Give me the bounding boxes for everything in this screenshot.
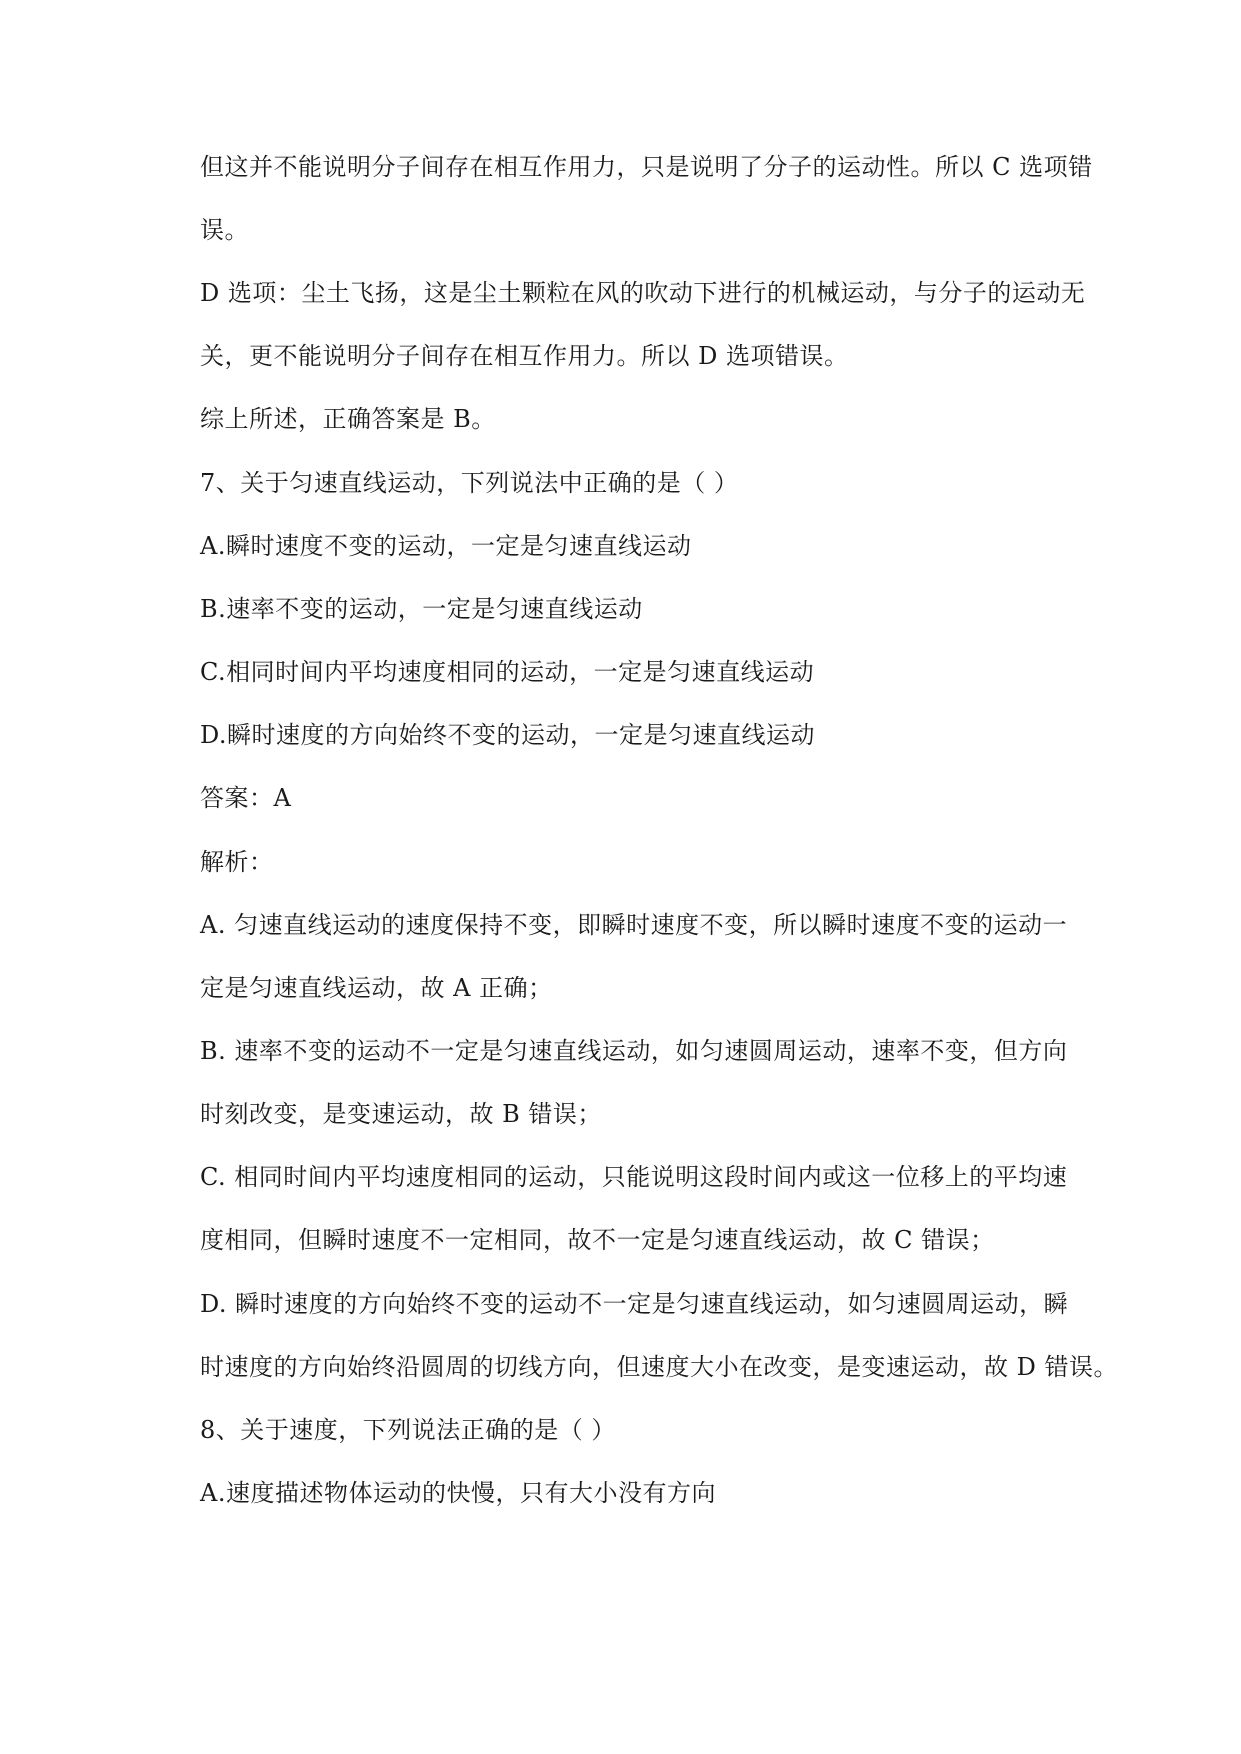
- option-line: C.相同时间内平均速度相同的运动，一定是匀速直线运动: [200, 658, 815, 686]
- paragraph-line: A. 匀速直线运动的速度保持不变，即瞬时速度不变，所以瞬时速度不变的运动一: [200, 911, 1068, 939]
- paragraph-line: D. 瞬时速度的方向始终不变的运动不一定是匀速直线运动，如匀速圆周运动，瞬: [200, 1290, 1069, 1318]
- paragraph-line: 时速度的方向始终沿圆周的切线方向，但速度大小在改变，是变速运动，故 D 错误。: [200, 1353, 1118, 1381]
- paragraph-line: 度相同，但瞬时速度不一定相同，故不一定是匀速直线运动，故 C 错误；: [200, 1226, 995, 1254]
- option-line: A.速度描述物体运动的快慢，只有大小没有方向: [200, 1479, 716, 1507]
- paragraph-line: C. 相同时间内平均速度相同的运动，只能说明这段时间内或这一位移上的平均速: [200, 1163, 1068, 1191]
- paragraph-line: 定是匀速直线运动，故 A 正确；: [200, 974, 553, 1002]
- answer-line: 答案：A: [200, 784, 292, 812]
- paragraph-line: 关，更不能说明分子间存在相互作用力。所以 D 选项错误。: [200, 342, 849, 370]
- option-line: D.瞬时速度的方向始终不变的运动，一定是匀速直线运动: [200, 721, 816, 749]
- analysis-heading: 解析：: [200, 848, 274, 876]
- paragraph-line: B. 速率不变的运动不一定是匀速直线运动，如匀速圆周运动，速率不变，但方向: [200, 1037, 1068, 1065]
- question-title: 7、关于匀速直线运动，下列说法中正确的是（ ）: [200, 469, 739, 497]
- paragraph-line: D 选项：尘土飞扬，这是尘土颗粒在风的吹动下进行的机械运动，与分子的运动无: [200, 279, 1086, 307]
- option-line: B.速率不变的运动，一定是匀速直线运动: [200, 595, 643, 623]
- paragraph-line: 综上所述，正确答案是 B。: [200, 405, 496, 433]
- paragraph-line: 但这并不能说明分子间存在相互作用力，只是说明了分子的运动性。所以 C 选项错: [200, 153, 1093, 181]
- option-line: A.瞬时速度不变的运动，一定是匀速直线运动: [200, 532, 692, 560]
- paragraph-line: 时刻改变，是变速运动，故 B 错误；: [200, 1100, 602, 1128]
- question-title: 8、关于速度，下列说法正确的是（ ）: [200, 1416, 616, 1444]
- paragraph-line: 误。: [200, 216, 249, 244]
